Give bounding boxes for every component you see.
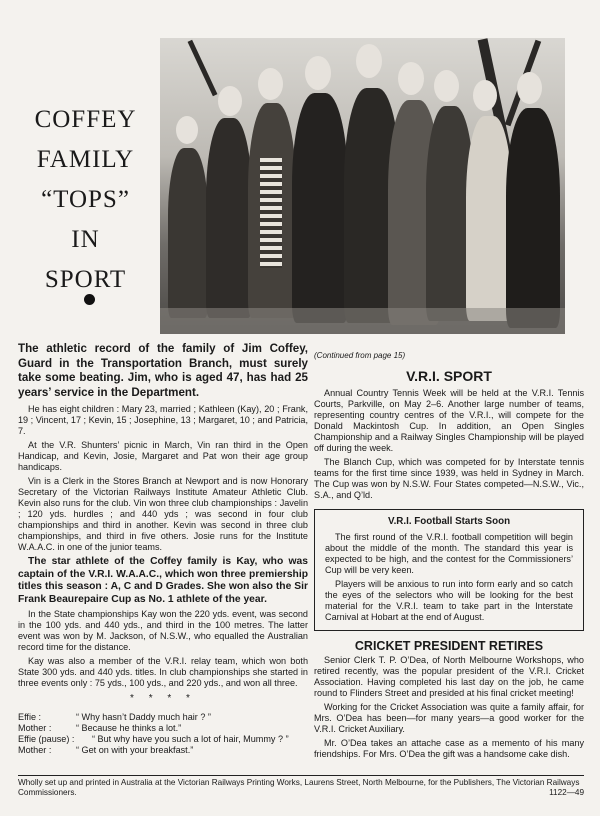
footer <box>18 778 584 798</box>
dialogue-line <box>18 734 308 745</box>
headline-line: SPORT <box>44 266 127 293</box>
footer-text: Wholly set up and printed in Australia at the Victorian Railways Printing Works, Laurens Street, North Melbourne, for the Publishers, The Victorian Railways Commissioners. <box>18 778 580 797</box>
headline-line: IN <box>71 226 100 253</box>
headline-line: “TOPS” <box>41 186 130 213</box>
speaker: Mother : <box>18 723 52 733</box>
star-athlete-paragraph: The star athlete of the Coffey family is Kay, who was captain of the V.R.I. W.A.A.C., which won three premiership titles this season : A, C and D Grades. She won also the Sir Frank Beaurepaire Cup as No. 1 athlete of the year. <box>18 556 308 605</box>
football-box <box>314 509 584 631</box>
cricket-title: CRICKET PRESIDENT RETIRES <box>354 639 544 653</box>
speaker: Effie (pause) : <box>18 734 75 744</box>
dialogue <box>18 712 308 756</box>
body-paragraph: At the V.R. Shunters’ picnic in March, Vin ran third in the Open Handicap, and Kevin, Josie, Margaret and Pat won their age group handicaps. <box>18 440 308 472</box>
body-paragraph: Senior Clerk T. P. O’Dea, of North Melbourne Workshops, who retired recently, was the popular president of the V.R.I. Cricket Association. Having completed his last day on the job, he came round to Flinders Street and presided at his final cricket meeting! <box>314 655 584 698</box>
body-paragraph: The first round of the V.R.I. football competition will begin about the middle of the month. The standard this year is expected to be high, and the contest for the Commissioners’ Cup will be very keen. <box>325 532 573 575</box>
body-paragraph: Working for the Cricket Association was quite a family affair, for Mrs. O’Dea has been—for many years—a good worker for the V.R.I. Cricket Auxiliary. <box>314 702 584 734</box>
speaker: Effie : <box>18 712 42 722</box>
continued-note: (Continued from page 15) <box>314 351 406 360</box>
headline-line: FAMILY <box>36 146 135 173</box>
dialogue-line <box>18 712 308 723</box>
dialogue-line <box>18 745 308 756</box>
line-text: “ But why have you such a lot of hair, Mummy ? ” <box>92 734 289 744</box>
body-paragraph: In the State championships Kay won the 220 yds. event, was second in the 100 yds. and 440 yds., and third in the 100 metres. The latter event was won by M. Jackson, of N.S.W., who equalled the Australian record time for the distance. <box>18 609 308 652</box>
body-paragraph: Players will be anxious to run into form early and so catch the eyes of the selectors who will be looking for the best material for the V.R.I. team to take part in the Interstate Carnival at Hobart at the end of August. <box>325 579 573 622</box>
body-paragraph: Mr. O’Dea takes an attache case as a memento of his many friendships. For Mrs. O’Dea the gift was a handsome cake dish. <box>314 738 584 759</box>
football-title: V.R.I. Football Starts Soon <box>387 516 511 527</box>
headline-line: COFFEY <box>34 106 137 133</box>
dialogue-line <box>18 723 308 734</box>
footer-rule <box>18 775 584 776</box>
section-stars: * * * * <box>130 693 196 704</box>
line-text: “ Get on with your breakfast.” <box>76 745 194 755</box>
vri-sport-title: V.R.I. SPORT <box>406 368 492 384</box>
speaker: Mother : <box>18 745 52 755</box>
family-photo <box>160 38 565 334</box>
body-paragraph: He has eight children : Mary 23, married ; Kathleen (Kay), 20 ; Frank, 19 ; Vincent, 17 ; Kevin, 15 ; Josephine, 13 ; Margaret, 10 ; and Patricia, 7. <box>18 404 308 436</box>
bullet-dot <box>84 294 95 305</box>
lede-paragraph: The athletic record of the family of Jim Coffey, Guard in the Transportation Branch, must surely take some beating. Jim, who is aged 47, has had 25 years’ service in the Department. <box>18 342 308 399</box>
left-column <box>18 404 308 756</box>
footer-code: 1122—49 <box>549 788 584 797</box>
body-paragraph: The Blanch Cup, which was competed for by Interstate tennis teams for the first time since 1939, was held in Sydney in March. The Cup was won by N.S.W. Four States competed—N.S.W., Vic., S.A., and Q’ld. <box>314 457 584 500</box>
body-paragraph: Vin is a Clerk in the Stores Branch at Newport and is now Honorary Secretary of the Victorian Railways Institute Amateur Athletic Club. Kevin also runs for the club. Vin won three club championships : Javelin ; 120 yds. hurdles ; and 440 yds ; was second in four club championships and third in another. Kevin was second in three club championships, and third in five others. Josie runs for the Institute W.A.A.C. in one of the junior teams. <box>18 476 308 552</box>
body-paragraph: Kay was also a member of the V.R.I. relay team, which won both State 300 yds. and 440 yds. titles. In club championships she started in three events only : 75 yds., 100 yds., and 220 yds., and won all three. <box>18 656 308 688</box>
line-text: “ Why hasn’t Daddy much hair ? ” <box>76 712 211 722</box>
right-column <box>314 350 584 763</box>
body-paragraph: Annual Country Tennis Week will be held at the V.R.I. Tennis Courts, Parkville, on May 2–6. Another large number of teams, representing country centres of the V.R.I., will compete for the Donald Mackintosh Cup. In addition, an Open Singles Championship and a Railway Singles Championship will be played off during the week. <box>314 388 584 453</box>
line-text: “ Because he thinks a lot.” <box>76 723 182 733</box>
headline <box>18 100 153 300</box>
